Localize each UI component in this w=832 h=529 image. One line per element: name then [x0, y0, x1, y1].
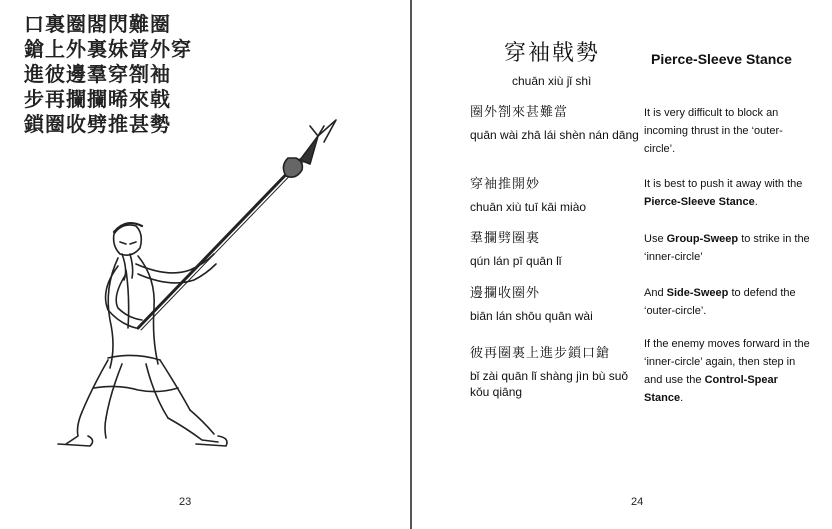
verse-chinese: 圈外劄來甚難當	[470, 105, 569, 120]
verse-chinese: 邊攔收圈外	[470, 286, 541, 301]
verse-2	[470, 176, 640, 215]
translation-text: to strike in the ‘inner-circle’	[644, 233, 810, 263]
stance-title-chinese: 穿袖戟勢	[504, 41, 601, 66]
translation-text: It is best to push it away with the	[644, 178, 803, 190]
verse-4	[470, 285, 640, 324]
stance-title-english: Pierce-Sleeve Stance	[651, 51, 792, 67]
stance-name: Pierce-Sleeve Stance	[644, 196, 755, 208]
left-page	[0, 0, 410, 529]
spearman-woodcut-illustration	[18, 8, 398, 448]
woodcut-line: 鎖圈收劈推甚勢	[24, 112, 171, 136]
verse-5	[470, 345, 640, 400]
translation-text: .	[754, 196, 758, 208]
translation-text: .	[680, 392, 684, 404]
verse-pinyin: chuān xiù tuī kāi miào	[470, 200, 587, 214]
woodcut-line: 步再攔攔晞來戟	[24, 87, 171, 111]
verse-translation	[644, 175, 812, 211]
verse-chinese: 羣攔劈圈裏	[470, 231, 541, 246]
stance-name: Control-Spear Stance	[644, 374, 778, 404]
translation-text: If the enemy moves forward in the ‘inner-circle’ again, then step in and use the	[644, 338, 810, 386]
verse-translation	[644, 335, 812, 407]
verse-pinyin: biān lán shōu quān wài	[470, 309, 593, 323]
stance-title-pinyin: chuān xiù jǐ shì	[512, 74, 592, 88]
stance-name: Group-Sweep	[666, 233, 739, 245]
verse-pinyin: bǐ zài quān lǐ shàng jìn bù suǒ kǒu qiāng	[470, 369, 629, 399]
verse-chinese: 穿袖推開妙	[470, 177, 541, 192]
translation-text: It is very difficult to block an incoming thrust in the ‘outer-circle’.	[644, 107, 783, 155]
translation-text: to defend the ‘outer-circle’.	[644, 287, 796, 317]
woodcut-line: 口裏圈閤閃難圈	[24, 12, 171, 36]
verse-1	[470, 104, 640, 143]
verse-translation	[644, 284, 812, 320]
verse-translation	[644, 104, 812, 158]
stance-name: Side-Sweep	[666, 287, 729, 299]
verse-3	[470, 230, 640, 269]
right-page	[412, 0, 832, 529]
woodcut-line: 進彼邊羣穿劄袖	[24, 62, 171, 86]
verse-translation	[644, 230, 812, 266]
woodcut-line: 鎗上外裏妹當外穿	[24, 37, 192, 61]
translation-text: And	[644, 287, 667, 299]
translation-text: Use	[644, 233, 667, 245]
verse-pinyin: qún lán pī quān lǐ	[470, 254, 562, 268]
verse-pinyin: quān wài zhā lái shèn nán dāng	[470, 128, 639, 142]
page-number: 24	[631, 496, 644, 508]
page-number: 23	[179, 496, 192, 508]
verse-chinese: 彼再圈裏上進步鎖口鎗	[470, 346, 611, 361]
